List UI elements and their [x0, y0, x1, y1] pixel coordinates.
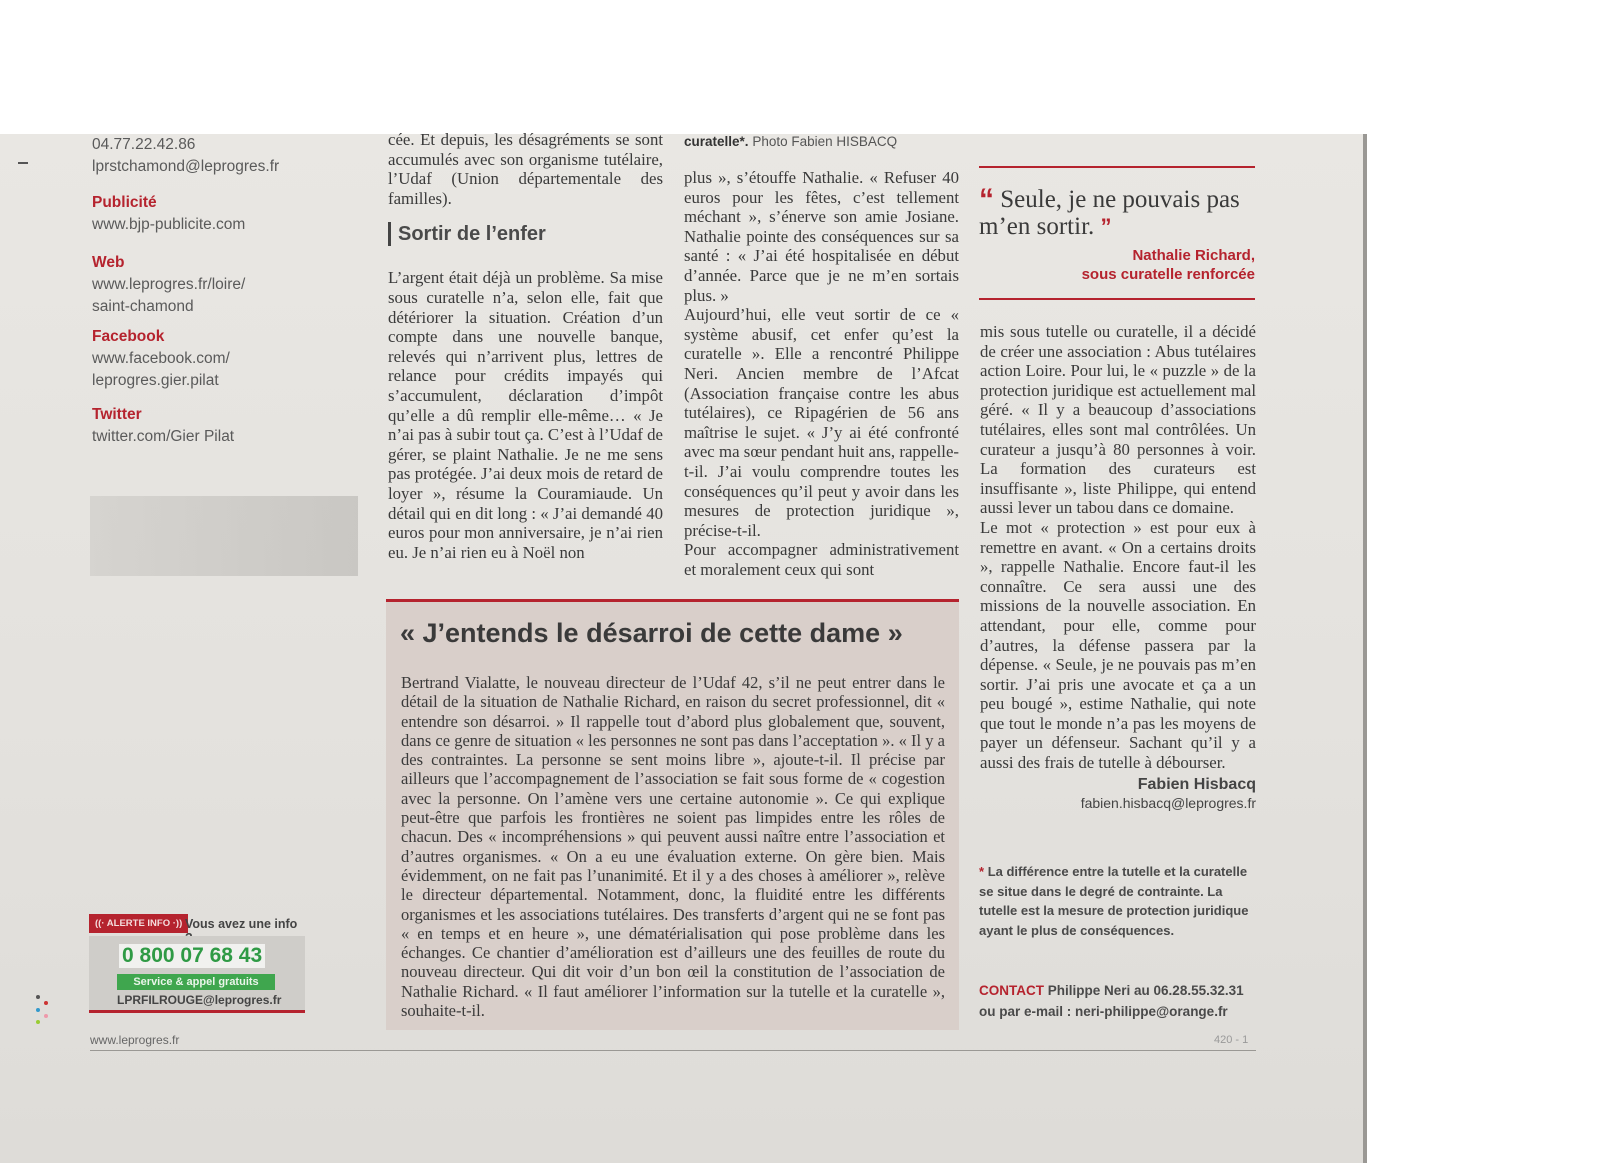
col2-paragraph-1: plus », s’étouffe Nathalie. « Refuser 40 euros pour les fêtes, c’est tellement méchant », s’énerve son amie Josiane. Nathalie pointe des conséquences sur sa santé : « J’ai été hospitalisée en début d’année. Parce que je ne m’en sortais plus. »: [684, 168, 959, 305]
article-column-2: [684, 168, 959, 579]
photo-credit: Photo Fabien HISBACQ: [752, 134, 898, 149]
phone-number: 04.77.22.42.86: [92, 136, 196, 153]
footer-page-code: 420 - 1: [1214, 1034, 1249, 1046]
web-link-line-1: www.leprogres.fr/loire/: [92, 276, 246, 293]
article-column-1: [388, 130, 663, 562]
pull-quote-text: Seule, je ne pouvais pas m’en sortir.: [979, 186, 1240, 240]
alert-email: LPRFILROUGE@leprogres.fr: [117, 993, 282, 1007]
alert-info-box: [89, 914, 305, 1010]
twitter-link: twitter.com/Gier Pilat: [92, 428, 235, 445]
footnote-star: *: [979, 864, 985, 879]
interview-body: Bertrand Vialatte, le nouveau directeur de l’Udaf 42, s’il ne peut entrer dans le détail de la situation de Nathalie Richard, en raison du secret professionnel, dit « entendre son désarroi. » Il rappelle tout d’abord plus globalement que, souvent, dans ce genre de situation « les personnes ne sont pas dans l’acceptation ». « Il y a des contraintes. La personne se sent moins libre », ajoute-t-il. Il précise par ailleurs que l’accompagnement de l’association se fait sous forme de « cogestion avec la personne. On l’amène vers une certaine autonomie ». Ce qui explique peut-être que parfois les frontières ne soient pas limpides entre les rôles de chacun. Des « incompréhensions » qui peuvent aussi naître entre l’association et d’autres organismes. « On a eu une évaluation externe. On gère bien. Mais évidemment, on ne fait pas l’unanimité. Et il y a des choses à améliorer », relève le directeur départemental. Notamment, donc, la fluidité entre les différents organismes et les associations tutélaires. Des transferts d’argent qui ne se font pas « en temps et en heure », une dématérialisation qui pose problème dans les échanges. Ce chantier d’amélioration est d’ailleurs une des feuilles de route du nouveau directeur. Qui dit voir d’un bon œil la constitution de l’association de Nathalie Richard. « Il faut améliorer l’information sur la tutelle et la curatelle », souhaite-t-il.: [401, 673, 945, 1021]
twitter-label: Twitter: [92, 406, 142, 423]
open-quote-icon: “: [979, 183, 994, 216]
page-edge: [1363, 134, 1367, 1163]
col2-paragraph-2: Aujourd’hui, elle veut sortir de ce « système abusif, cet enfer qu’est la curatelle ». Elle a rencontré Philippe Neri. Ancien membre de l’Afcat (Association française contre les abus tutélaires), ce Ripagérien de 56 ans maîtrise le sujet. « J’y ai été confronté avec ma sœur pendant huit ans, rappelle-t-il. J’ai voulu comprendre toutes les conséquences qu’il peut y avoir dans les mesures de protection juridique », précise-t-il.: [684, 305, 959, 540]
facebook-link-line-1: www.facebook.com/: [92, 350, 230, 367]
footnote-text: La différence entre la tutelle et la curatelle se situe dans le degré de contrainte. La tutelle est la mesure de protection juridique ayant le plus de conséquences.: [979, 864, 1249, 938]
footnote: [979, 862, 1255, 940]
publicite-label: Publicité: [92, 194, 157, 211]
contact-label: CONTACT: [979, 983, 1044, 998]
alert-tag: ((· ALERTE INFO ·)): [89, 914, 188, 933]
contact-email: lprstchamond@leprogres.fr: [92, 158, 280, 175]
alert-free-service: Service & appel gratuits: [117, 974, 275, 990]
col2-paragraph-3: Pour accompagner administrativement et moralement ceux qui sont: [684, 540, 959, 579]
subheading: Sortir de l’enfer: [388, 222, 663, 246]
author-name: Nathalie Richard,: [1132, 247, 1255, 264]
contact-phone: Philippe Neri au 06.28.55.32.31: [1047, 983, 1244, 998]
byline-email: fabien.hisbacq@leprogres.fr: [1080, 795, 1256, 812]
col3-paragraph-1: mis sous tutelle ou curatelle, il a décidé de créer une association : Abus tutélaires action Loire. Pour lui, le « puzzle » de la protection juridique est actuellement mal géré. « Il y a beaucoup d’associations tutélaires, elles sont mal contrôlées. Un curateur a jusqu’à 80 personnes à voir. La formation des curateurs est insuffisante », liste Philippe, qui entend aussi lever un tabou dans ce domaine.: [980, 322, 1256, 518]
col3-paragraph-2: Le mot « protection » est pour eux à remettre en avant. « On a certains droits », rappelle Nathalie. Encore faut-il les connaître. Ce sera aussi une des missions de la nouvelle association. En attendant, pour elle, comme pour d’autres, la défense passera par la dépense. « Seule, je ne pouvais pas m’en sortir. J’ai pris une avocate et ça a un peu bougé », estime Nathalie, qui note que tout le monde n’a pas les moyens de payer un défenseur. Sachant qu’il y a aussi des frais de tutelle à débourser.: [980, 517, 1256, 773]
contact-column: [92, 134, 352, 448]
article-column-3: [980, 322, 1256, 814]
footer-site: www.leprogres.fr: [90, 1033, 180, 1047]
author-status: sous curatelle renforcée: [1081, 266, 1255, 283]
col1-body: L’argent était déjà un problème. Sa mise sous curatelle n’a, selon elle, fait que détériorer la situation. Création d’un compte dans une nouvelle banque, relevés qui n’arrivent plus, lettres de relance pour crédits impayés qui s’accumulent, déclaration d’impôt qu’elle a dû remplir elle-même… « Je n’ai pas à subir tout ça. C’est à l’Udaf de gérer, se plaint Nathalie. Je ne me sens pas protégée. J’ai deux mois de retard de loyer », résume la Couramiaude. Un détail qui en dit long : « J’ai demandé 40 euros pour mon anniversaire, je n’ai rien eu. Je n’ai rien eu à Noël non: [388, 268, 663, 562]
alert-phone: 0 800 07 68 43: [119, 944, 265, 968]
col1-intro: cée. Et depuis, les désagréments se sont accumulés avec son organisme tutélaire, l’Udaf (Union départementale des familles).: [388, 130, 663, 208]
caption-text: curatelle*.: [684, 134, 749, 149]
facebook-label: Facebook: [92, 328, 165, 345]
publicite-link: www.bjp-publicite.com: [92, 216, 246, 233]
footer-rule: [90, 1050, 1256, 1051]
bleed-through-block: [90, 496, 358, 576]
photo-caption: [684, 134, 897, 149]
interview-title: « J’entends le désarroi de cette dame »: [400, 618, 903, 648]
interview-box: [386, 599, 959, 1030]
byline: Fabien Hisbacq: [1137, 775, 1256, 793]
pull-quote: [979, 166, 1255, 300]
close-quote-icon: ”: [1100, 214, 1112, 239]
alert-question: Vous avez une info: [185, 917, 298, 931]
color-dots-icon: [36, 995, 50, 1025]
web-link-line-2: saint-chamond: [92, 298, 194, 315]
newspaper-page: [0, 130, 1363, 1163]
contact-info: [979, 980, 1255, 1022]
facebook-link-line-2: leprogres.gier.pilat: [92, 372, 219, 389]
contact-email-line: ou par e-mail : neri-philippe@orange.fr: [979, 1004, 1228, 1019]
alert-panel: [89, 936, 305, 1013]
pull-quote-author: [979, 246, 1255, 284]
web-label: Web: [92, 254, 125, 271]
margin-mark: [18, 162, 28, 164]
pull-quote-text-wrap: [979, 183, 1255, 240]
